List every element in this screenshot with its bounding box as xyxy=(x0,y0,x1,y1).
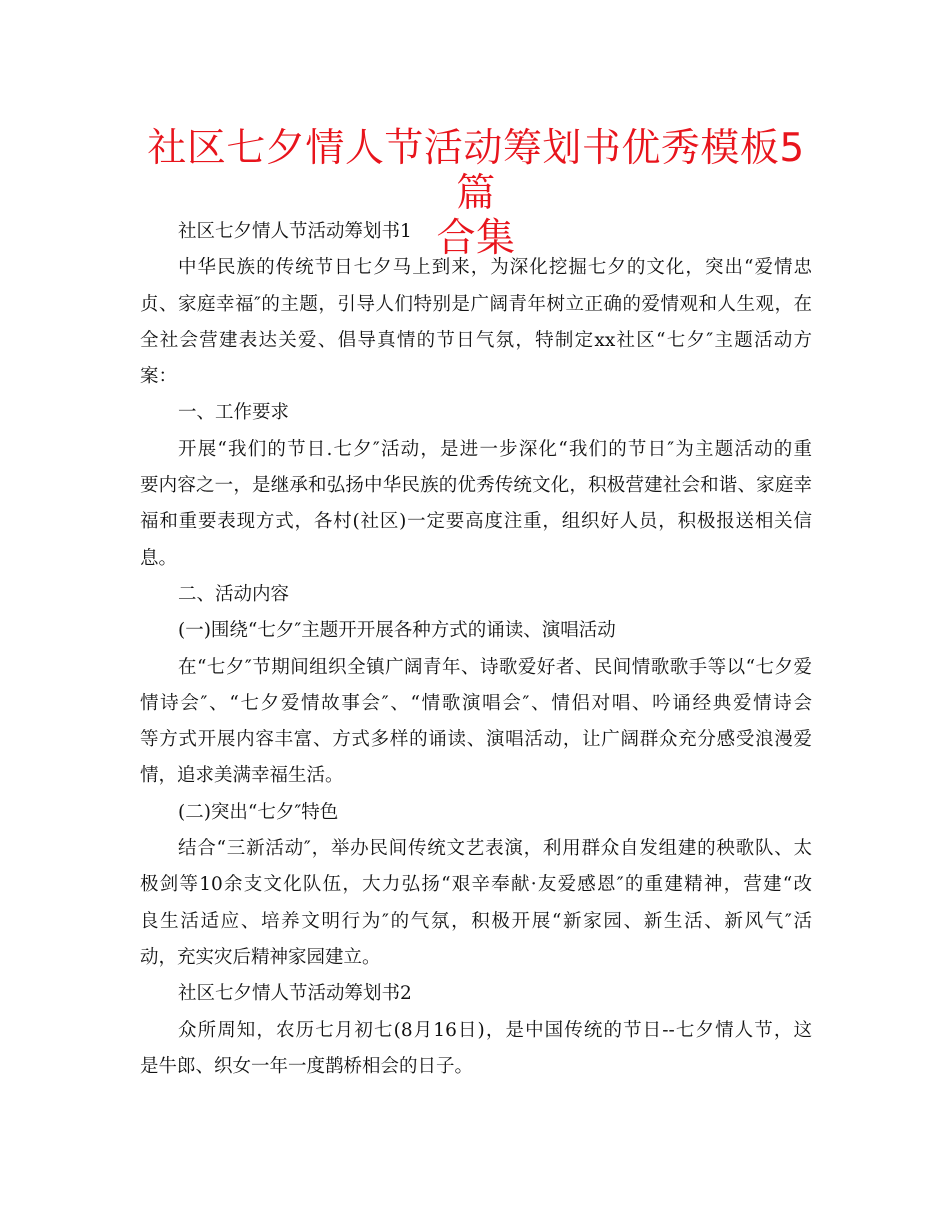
text-line: 良生活适应、培养文明行为″的气氛，积极开展“新家园、新生活、新风气″活 xyxy=(140,910,812,932)
text-line: 息。 xyxy=(140,547,178,569)
text-line: 是牛郎、织女一年一度鹊桥相会的日子。 xyxy=(140,1055,474,1077)
text-line: 结合“三新活动″，举办民间传统文艺表演，利用群众自发组建的秧歌队、太 xyxy=(178,838,812,860)
title-line: 合集 xyxy=(436,216,516,261)
document-body xyxy=(140,214,812,1085)
text-line: 在“七夕″节期间组织全镇广阔青年、诗歌爱好者、民间情歌歌手等以“七夕爱 xyxy=(178,656,812,678)
text-line: 案： xyxy=(140,366,178,388)
text-line: 中华民族的传统节日七夕马上到来，为深化挖掘七夕的文化，突出“爱情忠 xyxy=(178,257,812,279)
text-line: 福和重要表现方式，各村(社区)一定要高度注重，组织好人员，积极报送相关信 xyxy=(140,511,812,533)
title-line: 社区七夕情人节活动筹划书优秀模板5篇 xyxy=(147,126,805,216)
text-line: 贞、家庭幸福″的主题，引导人们特别是广阔青年树立正确的爱情观和人生观，在 xyxy=(140,293,812,315)
text-line: 二、活动内容 xyxy=(178,583,290,605)
text-line: 要内容之一，是继承和弘扬中华民族的优秀传统文化，积极营建社会和谐、家庭幸 xyxy=(140,475,812,497)
text-line: 全社会营建表达关爱、倡导真情的节日气氛，特制定xx社区“七夕″主题活动方 xyxy=(140,329,812,351)
text-line: 众所周知，农历七月初七(8月16日)，是中国传统的节日--七夕情人节，这 xyxy=(178,1019,812,1041)
text-line: 情，追求美满幸福生活。 xyxy=(140,765,344,787)
text-line: (一)围绕“七夕″主题开开展各种方式的诵读、演唱活动 xyxy=(178,620,616,642)
text-line: 情诗会″、“七夕爱情故事会″、“情歌演唱会″、情侣对唱、吟诵经典爱情诗会 xyxy=(140,692,812,714)
text-line: 等方式开展内容丰富、方式多样的诵读、演唱活动，让广阔群众充分感受浪漫爱 xyxy=(140,729,812,751)
text-line: 开展“我们的节日.七夕″活动，是进一步深化“我们的节日″为主题活动的重 xyxy=(178,438,812,460)
text-line: (二)突出“七夕″特色 xyxy=(178,801,339,823)
text-line: 社区七夕情人节活动筹划书1 xyxy=(178,221,412,242)
text-line: 极剑等10余支文化队伍，大力弘扬“艰辛奉献·友爱感恩″的重建精神，营建“改 xyxy=(140,874,812,896)
text-line: 社区七夕情人节活动筹划书2 xyxy=(178,983,412,1005)
text-line: 动，充实灾后精神家园建立。 xyxy=(140,946,381,968)
text-line: 一、工作要求 xyxy=(178,402,290,424)
